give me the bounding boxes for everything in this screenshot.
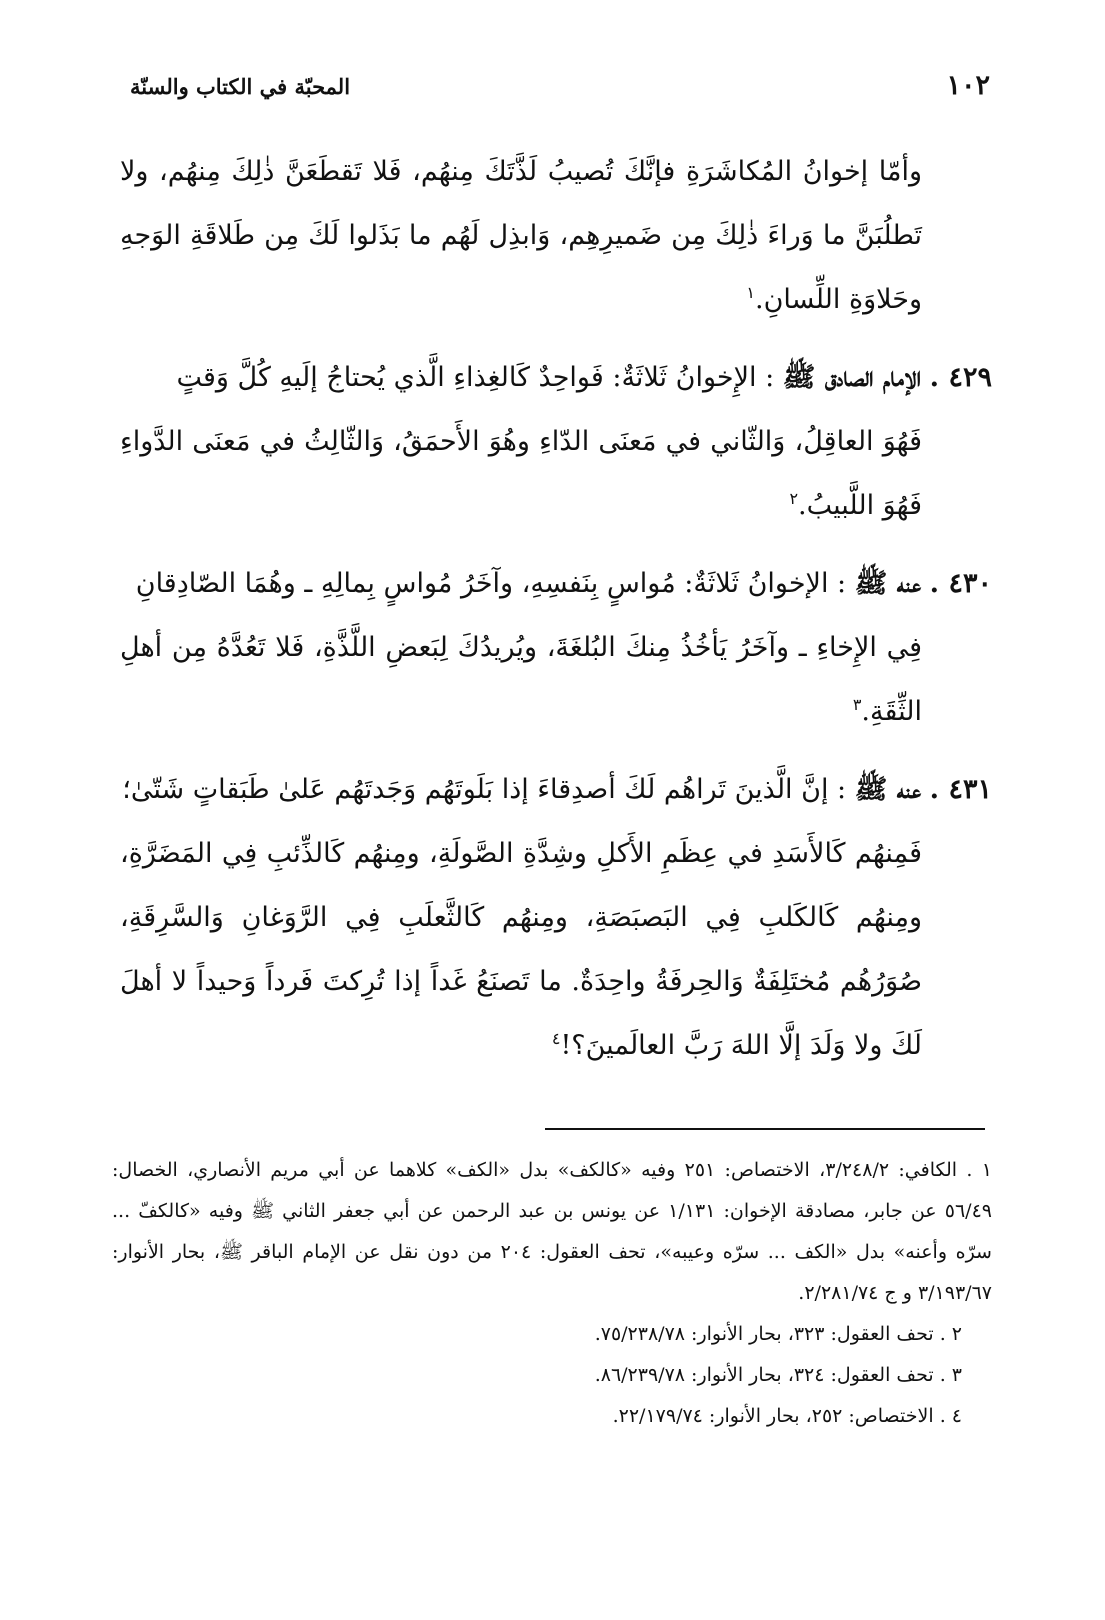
footnote-number: ١ .: [966, 1159, 992, 1181]
footnote-text: الكافي: ٣/٢٤٨/٢، الاختصاص: ٢٥١ وفيه «كالكف» بدل «الكف» كلاهما عن أبي مريم الأنصاري، الخصال: ٥٦/٤٩ عن جابر، مصادقة الإخوان: ١/١٣١ عن يونس بن عبد الرحمن عن أبي جعفر الثاني ﷺ وفيه «كالكفّ ... سرّه وأعنه» بدل «الكف ... سرّه وعيبه»، تحف العقول: ٢٠٤ من دون نقل عن الإمام الباقر ﷺ، بحار الأنوار: ٣/١٩٣/٦٧ و ج ٢/٢٨١/٧٤.: [112, 1159, 992, 1304]
footnote-text: تحف العقول: ٣٢٤، بحار الأنوار: ٨٦/٢٣٩/٧٨.: [594, 1364, 934, 1386]
hadith-speaker: الإمام الصادق ﷺ: [782, 362, 922, 393]
hadith-429: [112, 346, 992, 538]
footnote-text: تحف العقول: ٣٢٣، بحار الأنوار: ٧٥/٢٣٨/٧٨.: [594, 1323, 934, 1345]
hadith-430: [112, 552, 992, 744]
page-header: [120, 70, 990, 110]
hadith-text: : إنَّ الَّذينَ تَراهُم لَكَ أصدِقاءَ إذا بَلَوتَهُم وَجَدتَهُم عَلىٰ طَبَقاتٍ شَتّىٰ؛: [122, 774, 847, 805]
hadith-431: [112, 758, 992, 1078]
footnote-number: ٤ .: [939, 1405, 962, 1427]
hadith-text-rest: فِي الإِخاءِ ـ وآخَرُ يَأخُذُ مِنكَ البُلغَةَ، ويُريدُكَ لِبَعضِ اللَّذَّةِ، فَلا تَعُدَّهُ مِن أهلِ الثِّقَةِ.: [120, 632, 922, 727]
main-text: [112, 140, 992, 1092]
footnote-ref: ٣: [852, 695, 862, 714]
hadith-text-rest: فَمِنهُم كَالأَسَدِ في عِظَمِ الأَكلِ وشِدَّةِ الصَّولَةِ، ومِنهُم كَالذِّئبِ فِي المَضَرَّةِ، ومِنهُم كَالكَلبِ فِي البَصبَصَةِ، ومِنهُم كَالثَّعلَبِ فِي الرَّوَغانِ وَالسَّرِقَةِ، صُوَرُهُم مُختَلِفَةٌ وَالحِرفَةُ واحِدَةٌ. ما تَصنَعُ غَداً إذا تُرِكتَ فَرداً وَحيداً لا أهلَ لَكَ ولا وَلَدَ إلَّا اللهَ رَبَّ العالَمينَ؟!: [120, 838, 922, 1061]
footnote-ref: ٢: [789, 489, 799, 508]
footnote-divider: [545, 1128, 985, 1130]
footnote-3: [112, 1355, 992, 1396]
footnote-number: ٣ .: [939, 1364, 962, 1386]
hadith-text: : الإِخوانُ ثَلاثَةٌ: فَواحِدٌ كَالغِذاءِ الَّذي يُحتاجُ إلَيهِ كُلَّ وَقتٍ: [176, 362, 775, 393]
hadith-text-continued: [120, 616, 992, 744]
footnotes: [112, 1150, 992, 1437]
hadith-number: ٤٣١ .: [929, 774, 992, 805]
running-title: المحبّة في الكتاب والسنّة: [130, 74, 351, 99]
hadith-text-continued: [120, 822, 992, 1078]
footnote-4: [112, 1396, 992, 1437]
hadith-number: ٤٢٩ .: [929, 362, 992, 393]
footnote-ref: ٤: [551, 1029, 561, 1048]
hadith-text-continued: [120, 410, 992, 538]
footnote-1: [112, 1150, 992, 1314]
hadith-text: : الإخوانُ ثَلاثَةٌ: مُواسٍ بِنَفسِهِ، وآخَرُ مُواسٍ بِمالِهِ ـ وهُمَا الصّادِقانِ: [135, 568, 847, 599]
footnote-text: الاختصاص: ٢٥٢، بحار الأنوار: ٢٢/١٧٩/٧٤.: [612, 1405, 934, 1427]
footnote-ref: ١: [746, 283, 755, 302]
footnote-number: ٢ .: [939, 1323, 962, 1345]
intro-text: وأمّا إخوانُ المُكاشَرَةِ فإنَّكَ تُصيبُ لَذَّتَكَ مِنهُم، فَلا تَقطَعَنَّ ذٰلِكَ مِنهُم، ولا تَطلُبَنَّ ما وَراءَ ذٰلِكَ مِن ضَميرِهِم، وَابذِل لَهُم ما بَذَلوا لَكَ مِن طَلاقَةِ الوَجهِ وحَلاوَةِ اللِّسانِ.: [120, 156, 922, 315]
hadith-text-rest: فَهُوَ العاقِلُ، وَالثّاني في مَعنَى الدّاءِ وهُوَ الأَحمَقُ، وَالثّالِثُ في مَعنَى الدَّواءِ فَهُوَ اللَّبيبُ.: [120, 426, 922, 521]
page-number: ١٠٢: [946, 70, 990, 101]
hadith-speaker: عنه ﷺ: [854, 568, 922, 599]
hadith-speaker: عنه ﷺ: [854, 774, 922, 805]
hadith-number: ٤٣٠ .: [929, 568, 992, 599]
intro-paragraph: [112, 140, 992, 332]
footnote-2: [112, 1314, 992, 1355]
